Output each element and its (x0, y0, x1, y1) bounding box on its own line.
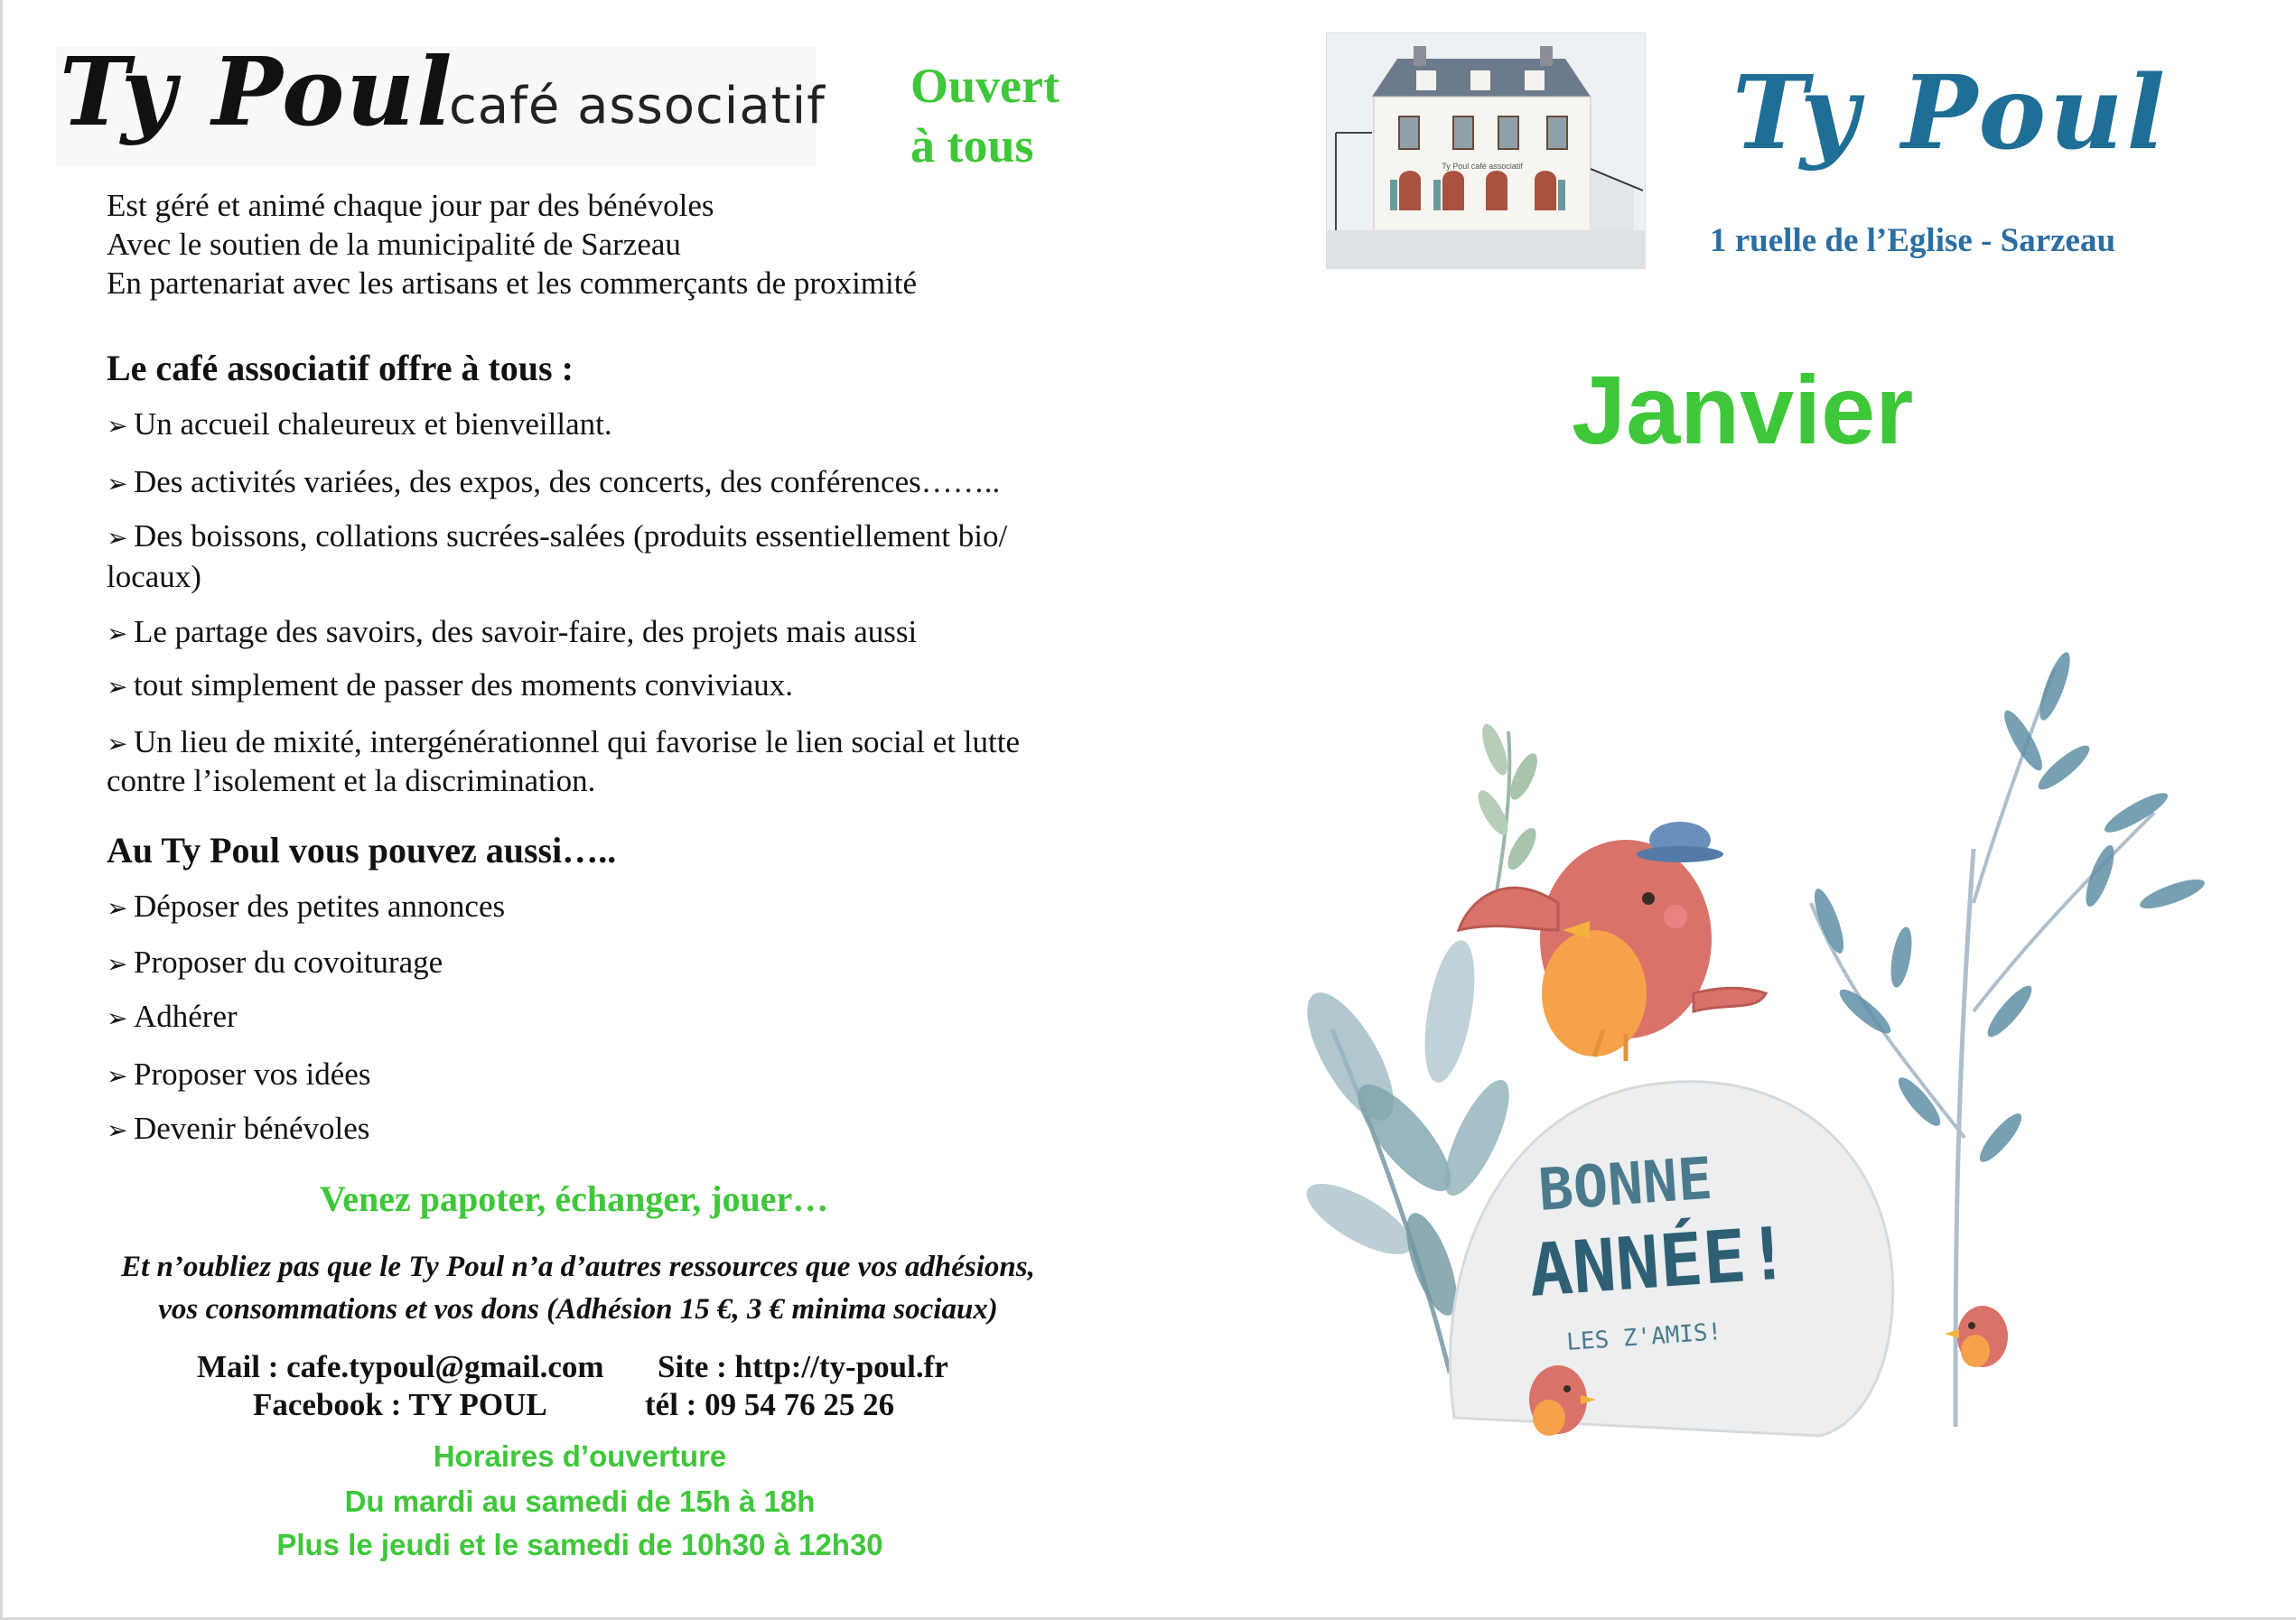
arrowhead-bullet-icon: ➢ (107, 729, 128, 759)
also-item-text: Proposer vos idées (134, 1057, 371, 1092)
offer-item-continuation: locaux) (107, 559, 201, 594)
arrowhead-bullet-icon: ➢ (107, 523, 128, 553)
offer-item-text: Un lieu de mixité, intergénérationnel qui favorise le lien social et lutte (134, 724, 1020, 759)
address: 1 ruelle de l’Eglise - Sarzeau (1710, 222, 2116, 259)
also-item-text: Devenir bénévoles (134, 1111, 370, 1146)
contact-mail: Mail : cafe.typoul@gmail.com (197, 1349, 604, 1384)
offer-item-text: Le partage des savoirs, des savoir-faire, des projets mais aussi (134, 614, 918, 649)
bird-with-hat (1459, 822, 1766, 1061)
intro-block (107, 186, 917, 303)
arrowhead-bullet-icon: ➢ (107, 893, 128, 923)
also-item (107, 997, 238, 1038)
also-heading: Au Ty Poul vous pouvez aussi….. (107, 830, 617, 871)
also-item (107, 943, 443, 983)
arrowhead-bullet-icon: ➢ (107, 411, 128, 441)
arrowhead-bullet-icon: ➢ (107, 1003, 128, 1033)
also-item (107, 887, 505, 927)
also-item-text: Déposer des petites annonces (134, 889, 506, 924)
contact-site: Site : http://ty-poul.fr (658, 1349, 948, 1384)
hours-line-1: Du mardi au samedi de 15h à 18h (344, 1485, 816, 1518)
contact-facebook: Facebook : TY POUL (253, 1387, 547, 1422)
hours-title: Horaires d’ouverture (433, 1439, 727, 1473)
month-title: Janvier (1572, 355, 1914, 464)
support-note (54, 1246, 1102, 1331)
offer-heading: Le café associatif offre à tous : (107, 348, 574, 388)
top-left-sprig (1472, 721, 1543, 903)
intro-line: Est géré et animé chaque jour par des bénévoles (107, 188, 714, 223)
offer-item (107, 405, 612, 445)
arrowhead-bullet-icon: ➢ (107, 672, 128, 702)
open-line-1: Ouvert (910, 59, 1059, 113)
offer-item-text: Des activités variées, des expos, des concerts, des conférences…….. (134, 464, 1001, 499)
offer-item-text: Un accueil chaleureux et bienveillant. (134, 406, 612, 442)
intro-line: En partenariat avec les artisans et les commerçants de proximité (107, 265, 917, 301)
also-item (107, 1109, 369, 1150)
brand-logo-right: Ty Poul (1732, 54, 2169, 172)
arrowhead-bullet-icon: ➢ (107, 1115, 128, 1145)
card-line-1: BONNE (1535, 1145, 1715, 1224)
hours-line-2: Plus le jeudi et le samedi de 10h30 à 12h30 (276, 1528, 883, 1561)
cafe-building-illustration (1327, 33, 1645, 268)
also-item-text: Adhérer (134, 999, 238, 1034)
also-item (107, 1055, 370, 1095)
new-year-card-art (1269, 632, 2226, 1481)
slogan: Venez papoter, échanger, jouer… (320, 1178, 829, 1219)
new-year-illustration (1269, 632, 2226, 1481)
offer-item (107, 462, 1000, 503)
support-note-line: Et n’oubliez pas que le Ty Poul n’a d’autres ressources que vos adhésions, (121, 1251, 1035, 1283)
open-line-2: à tous (910, 118, 1034, 172)
intro-line: Avec le soutien de la municipalité de Sarzeau (107, 227, 681, 262)
card-line-3: LES Z'AMIS! (1565, 1318, 1723, 1356)
also-item-text: Proposer du covoiturage (134, 945, 443, 980)
offer-item (107, 666, 793, 706)
arrowhead-bullet-icon: ➢ (107, 1061, 128, 1091)
arrowhead-bullet-icon: ➢ (107, 469, 128, 498)
card-line-2: ANNÉE! (1526, 1211, 1793, 1313)
arrowhead-bullet-icon: ➢ (107, 619, 128, 648)
offer-item-continuation: contre l’isolement et la discrimination. (107, 763, 596, 798)
logo-subtitle: café associatif (449, 77, 826, 135)
offer-item-text: Des boissons, collations sucrées-salées (produits essentiellement bio/ (134, 518, 1008, 554)
logo-ty-poul: Ty Poul (60, 36, 454, 147)
arrowhead-bullet-icon: ➢ (107, 949, 128, 979)
support-note-line: vos consommations et vos dons (Adhésion 15 €, 3 € minima sociaux) (158, 1293, 998, 1326)
cafe-building-photo (1326, 33, 1646, 269)
offer-item (107, 517, 1007, 557)
offer-item (107, 612, 917, 653)
photo-sign: Ty Poul café associatif (1442, 162, 1523, 171)
offer-item (107, 722, 1020, 763)
offer-item-text: tout simplement de passer des moments conviviaux. (134, 667, 794, 703)
contact-phone: tél : 09 54 76 25 26 (645, 1387, 895, 1422)
